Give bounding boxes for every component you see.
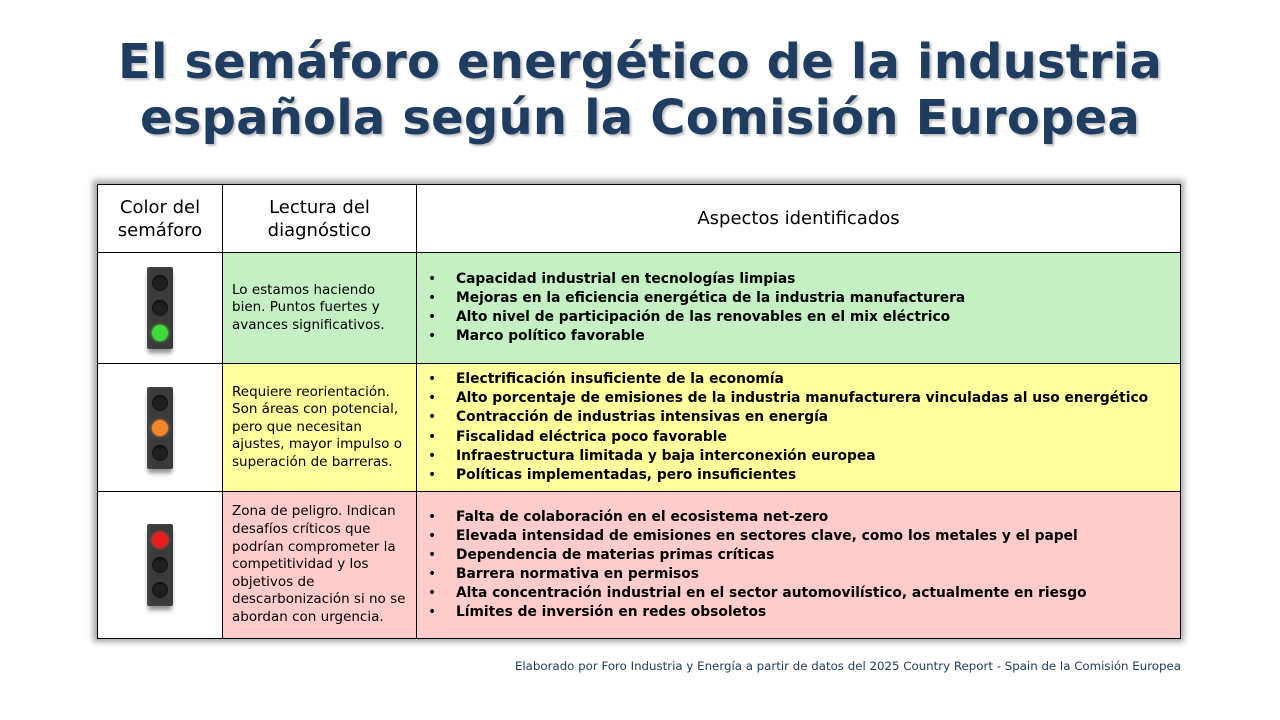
slide-title-line-1: El semáforo energético de la industria: [117, 34, 1163, 90]
aspects-list: [425, 270, 1170, 346]
list-item: • Elevada intensidad de emisiones en sectores clave, como los metales y el papel: [425, 527, 1170, 546]
list-item: • Dependencia de materias primas críticas: [425, 546, 1170, 565]
aspects-cell: [417, 253, 1181, 364]
list-item: • Barrera normativa en permisos: [425, 565, 1170, 584]
table-row-yellow: [98, 364, 1181, 492]
list-item: • Políticas implementadas, pero insuficientes: [425, 466, 1170, 485]
semaforo-table: [97, 184, 1181, 639]
list-item: • Alto nivel de participación de las renovables en el mix eléctrico: [425, 308, 1170, 327]
header-color: Color del semáforo: [98, 185, 223, 253]
aspects-list: [425, 508, 1170, 623]
light-cell: [98, 364, 223, 492]
aspects-cell: [417, 492, 1181, 639]
list-item: • Falta de colaboración en el ecosistema net-zero: [425, 508, 1170, 527]
slide-title: [0, 34, 1280, 146]
list-item: • Mejoras en la eficiencia energética de la industria manufacturera: [425, 289, 1170, 308]
aspects-list: [425, 370, 1170, 485]
traffic-light-red-icon: [147, 524, 173, 606]
traffic-light-green-icon: [147, 267, 173, 349]
table-row-red: [98, 492, 1181, 639]
header-aspects: Aspectos identificados: [417, 185, 1181, 253]
list-item: • Marco político favorable: [425, 327, 1170, 346]
list-item: • Infraestructura limitada y baja interconexión europea: [425, 447, 1170, 466]
header-reading: Lectura del diagnóstico: [223, 185, 417, 253]
table-row-green: [98, 253, 1181, 364]
aspects-cell: [417, 364, 1181, 492]
reading-cell: Requiere reorientación. Son áreas con potencial, pero que necesitan ajustes, mayor impulso o superación de barreras.: [223, 364, 417, 492]
list-item: • Fiscalidad eléctrica poco favorable: [425, 428, 1170, 447]
table-header-row: [98, 185, 1181, 253]
list-item: • Alta concentración industrial en el sector automovilístico, actualmente en riesgo: [425, 584, 1170, 603]
semaforo-table-container: [97, 184, 1180, 638]
list-item: • Capacidad industrial en tecnologías limpias: [425, 270, 1170, 289]
slide-title-line-2: española según la Comisión Europea: [140, 90, 1140, 146]
list-item: • Contracción de industrias intensivas en energía: [425, 408, 1170, 427]
list-item: • Alto porcentaje de emisiones de la industria manufacturera vinculadas al uso energético: [425, 389, 1170, 408]
list-item: • Electrificación insuficiente de la economía: [425, 370, 1170, 389]
reading-cell: Zona de peligro. Indican desafíos críticos que podrían comprometer la competitividad y los objetivos de descarbonización si no se abordan con urgencia.: [223, 492, 417, 639]
light-cell: [98, 492, 223, 639]
light-cell: [98, 253, 223, 364]
traffic-light-amber-icon: [147, 387, 173, 469]
list-item: • Límites de inversión en redes obsoletos: [425, 603, 1170, 622]
source-footnote: Elaborado por Foro Industria y Energía a partir de datos del 2025 Country Report - Spain de la Comisión Europea: [514, 659, 1181, 673]
reading-cell: Lo estamos haciendo bien. Puntos fuertes y avances significativos.: [223, 253, 417, 364]
